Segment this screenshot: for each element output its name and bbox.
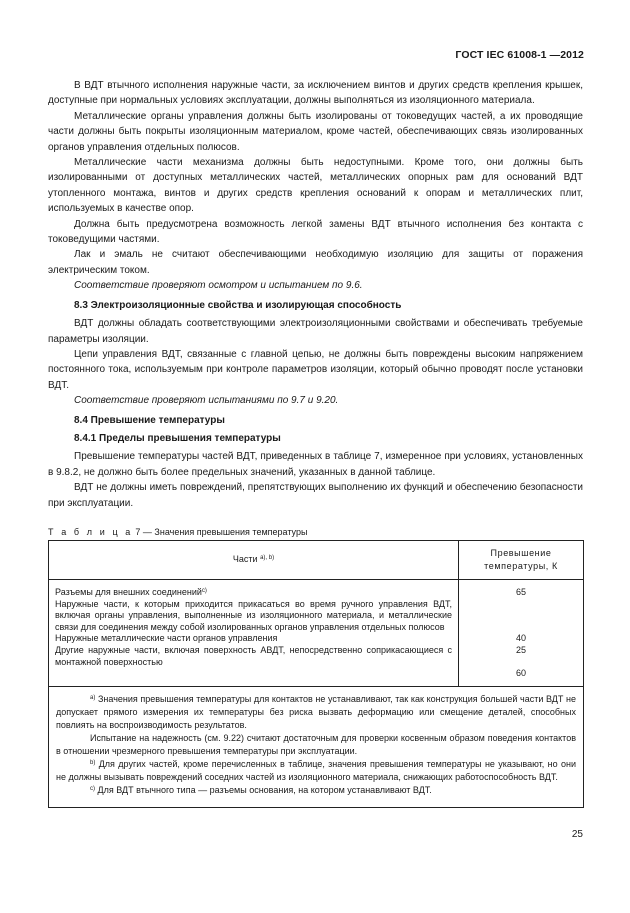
table-row-part: Другие наружные части, включая поверхность АВДТ, непосредственно соприкасающиеся с монтажной поверхностью [55,644,452,667]
section-heading-8-4: 8.4 Превышение температуры [74,414,225,426]
values-cell [459,580,584,684]
paragraph: В ВДТ втычного исполнения наружные части, за исключением винтов и других средств крепления крышек, доступные при нормальных условиях эксплуатации, должны выполняться из изоляционного материала. [48,80,583,107]
note-b: $^{b)}$ Для других частей, кроме перечисленных в таблице, значения превышения температуры не указывают, но они не должны вызывать повреждений соседних частей из изоляционного материала, снижающих работоспособность ВДТ. [56,758,576,782]
paragraph: ВДТ не должны иметь повреждений, препятствующих выполнению их функций и обеспечению безопасности при эксплуатации. [48,482,583,509]
table-notes-row [49,686,584,807]
table-notes [49,686,584,807]
note-a-continued: Испытание на надежность (см. 9.22) считают достаточным для проверки косвенным образом поведения контактов в отношении чрезмерного превышения температуры при эксплуатации. [56,732,576,756]
table-caption-prefix: Т а б л и ц а [48,527,133,537]
temperature-rise-table [48,540,584,808]
table-body-row [49,580,584,684]
compliance-note: Соответствие проверяют осмотром и испытанием по 9.6. [74,280,363,292]
note-c: $^{c)}$ Для ВДТ втычного типа — разъемы основания, на котором устанавливают ВДТ. [90,784,432,795]
table-row-value: 65 [515,587,526,597]
table-caption-text: 7 — Значения превышения температуры [132,527,308,537]
main-text [48,78,583,511]
paragraph: Лак и эмаль не считают обеспечивающими необходимую изоляцию для защиты от поражения электрическим током. [48,249,583,276]
table-row-part: Разъемы для внешних соединений$^{c)}$ [55,587,207,597]
table-header-row [49,541,584,580]
column-header-temperature: Превышение температуры, К [459,541,584,580]
paragraph: Превышение температуры частей ВДТ, приведенных в таблице 7, измеренное при условиях, установленных в 9.8.2, не должно быть более предельных значений, указанных в данной таблице. [48,451,583,478]
page-number: 25 [571,829,583,840]
section-heading-8-4-1: 8.4.1 Пределы превышения температуры [74,432,281,444]
paragraph: Должна быть предусмотрена возможность легкой замены ВДТ втычного исполнения без контакта с токоведущими частями. [48,218,583,246]
section-heading-8-3: 8.3 Электроизоляционные свойства и изолирующая способность [74,299,402,311]
paragraph: ВДТ должны обладать соответствующими электроизоляционными свойствами и обеспечивать требуемые параметры изоляции. [48,318,583,345]
table-row-value: 60 [515,668,526,679]
table-row-value: 40 [515,633,526,644]
table-row-part: Наружные части, к которым приходится прикасаться во время ручного управления ВДТ, включая органы управления, выполненные из изоляционного материала, и металлические связи для соединения между собой изолированных органов управления отдельных полюсов [55,598,452,632]
table-row-part: Наружные металлические части органов управления [55,633,278,644]
column-header-parts: Части $^{a), b)}$ [49,541,459,580]
note-a: $^{a)}$ Значения превышения температуры для контактов не устанавливают, так как конструкция большей части ВДТ не допускает прямого измерения их температуры без риска вызвать деформацию или смещение деталей, способных повлиять на воспроизводимость результатов. [56,693,576,730]
table-row-value: 25 [515,644,526,655]
paragraph: Цепи управления ВДТ, связанные с главной цепью, не должны быть повреждены высоким напряжением постоянного тока, используемым при контроле параметров изоляции, который обычно проводят после установки ВДТ. [48,348,583,391]
table-caption [48,527,307,537]
compliance-note: Соответствие проверяют испытаниями по 9.7 и 9.20. [74,395,339,407]
parts-cell [49,580,459,684]
paragraph: Металлические органы управления должны быть изолированы от токоведущих частей, а их проводящие части должны быть покрыты изоляционным материалом, кроме частей, обеспечивающих связь изолированных органов управления отдельных полюсов. [48,110,583,153]
document-header: ГОСТ IEC 61008-1 —2012 [455,49,584,61]
paragraph: Металлические части механизма должны быть недоступными. Кроме того, они должны быть изолированными от доступных металлических частей, металлических опорных рам для оснований ВДТ утопленного монтажа, винтов и других средств крепления оснований к опорам и металлических плит, используемых в качестве опор. [48,157,583,215]
